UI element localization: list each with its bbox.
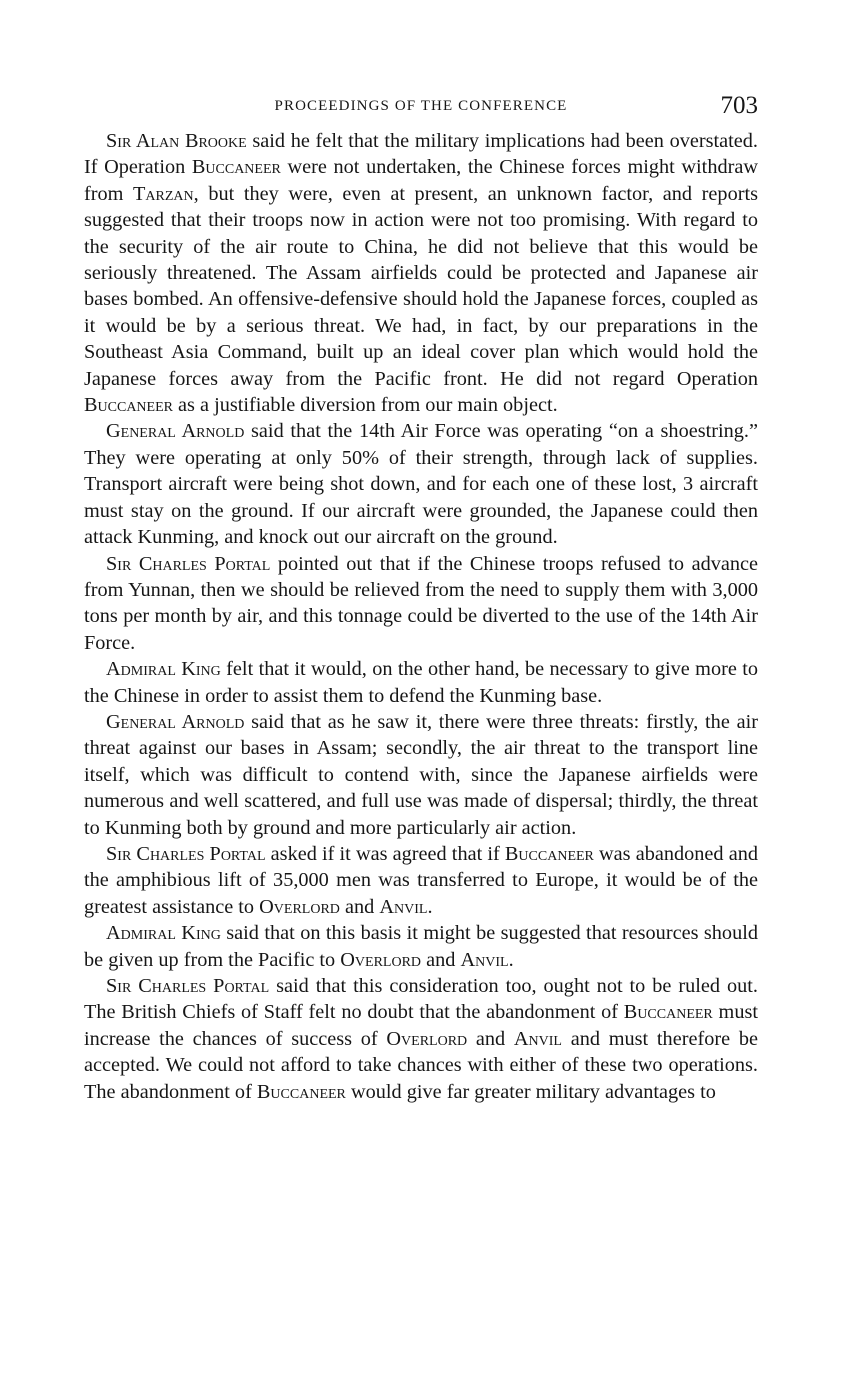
paragraph-text: said that on this basis it might be suggested that resources should be given up from the Pacific to bbox=[84, 922, 758, 971]
speaker-name: General Arnold bbox=[106, 420, 245, 443]
paragraph-text: and bbox=[467, 1027, 514, 1050]
speaker-name: Sir Charles Portal bbox=[106, 552, 271, 575]
paragraph bbox=[84, 920, 758, 973]
operation-codename: Anvil bbox=[379, 895, 428, 918]
paragraph-text: as a justifiable diversion from our main object. bbox=[172, 394, 558, 417]
speaker-name: Admiral King bbox=[106, 658, 221, 681]
paragraph-text: was abandoned and the amphibious lift of 35,000 men was transferred to Europe, it would be of the greatest assistance to bbox=[84, 842, 758, 918]
paragraph-text: . bbox=[508, 948, 514, 971]
operation-codename: Buccaneer bbox=[256, 1080, 346, 1103]
paragraph-text: said that as he saw it, there were three threats: firstly, the air threat against our bases in Assam; secondly, the air threat to the transport line itself, which was difficult to contend with, since the Japanese airfields were numerous and well scattered, and full use was made of dispersal; thirdly, the threat to Kunming both by ground and more particularly air action. bbox=[84, 710, 758, 839]
page-number: 703 bbox=[720, 92, 758, 119]
operation-codename: Overlord bbox=[386, 1027, 468, 1050]
paragraph bbox=[84, 128, 758, 418]
paragraph-text: were not undertaken, the Chinese forces might withdraw from bbox=[84, 156, 758, 205]
paragraph-text: would give far greater military advantages to bbox=[345, 1080, 716, 1103]
running-title: PROCEEDINGS OF THE CONFERENCE bbox=[274, 98, 568, 114]
body-text bbox=[84, 128, 758, 1105]
paragraph bbox=[84, 973, 758, 1105]
paragraph-text: and must therefore be accepted. We could not afford to take chances with either of these two operations. The abandonment of bbox=[84, 1027, 758, 1103]
paragraph bbox=[84, 418, 758, 550]
paragraph bbox=[84, 551, 758, 657]
operation-codename: Anvil bbox=[513, 1027, 562, 1050]
paragraph-text: said he felt that the military implications had been overstated. If Operation bbox=[84, 130, 758, 179]
paragraph-text: and bbox=[421, 948, 461, 971]
operation-codename: Buccaneer bbox=[504, 842, 594, 865]
paragraph-text: asked if it was agreed that if bbox=[265, 842, 505, 865]
running-header bbox=[84, 92, 758, 128]
paragraph-text: . bbox=[427, 895, 433, 918]
paragraph-text: said that this consideration too, ought not to be ruled out. The British Chiefs of Staff felt no doubt that the abandonment of bbox=[84, 975, 758, 1024]
speaker-name: Admiral King bbox=[106, 922, 221, 945]
operation-codename: Buccaneer bbox=[191, 156, 281, 179]
paragraph bbox=[84, 656, 758, 709]
paragraph-text: must increase the chances of success of bbox=[84, 1001, 758, 1050]
paragraph-text: , but they were, even at present, an unknown factor, and reports suggested that their troops now in action were not too promising. With regard to the security of the air route to China, he did not believe that this would be seriously threatened. The Assam airfields could be protected and Japanese air bases bombed. An offensive-defensive should hold the Japanese forces, coupled as it would be by a serious threat. We had, in fact, by our preparations in the Southeast Asia Command, built up an ideal cover plan which would hold the Japanese forces away from the Pacific front. He did not regard Operation bbox=[84, 182, 758, 390]
operation-codename: Tarzan bbox=[133, 182, 194, 205]
operation-codename: Buccaneer bbox=[84, 394, 173, 417]
operation-codename: Buccaneer bbox=[623, 1001, 713, 1024]
operation-codename: Anvil bbox=[460, 948, 509, 971]
paragraph bbox=[84, 841, 758, 920]
paragraph-text: and bbox=[339, 895, 380, 918]
paragraph bbox=[84, 709, 758, 841]
paragraph-text: pointed out that if the Chinese troops refused to advance from Yunnan, then we should be relieved from the need to supply them with 3,000 tons per month by air, and this tonnage could be diverted to the use of the 14th Air Force. bbox=[84, 552, 758, 654]
speaker-name: Sir Charles Portal bbox=[106, 975, 270, 997]
paragraph-text: said that the 14th Air Force was operating “on a shoestring.” They were operating at only 50% of their strength, through lack of supplies. Transport aircraft were being shot down, and for each one of these lost, 3 aircraft must stay on the ground. If our aircraft were grounded, the Japanese could then attack Kunming, and knock out our aircraft on the ground. bbox=[84, 420, 758, 549]
speaker-name: General Arnold bbox=[106, 710, 245, 733]
speaker-name: Sir Alan Brooke bbox=[106, 130, 247, 152]
paragraph-text: felt that it would, on the other hand, be necessary to give more to the Chinese in order to assist them to defend the Kunming base. bbox=[84, 658, 758, 707]
speaker-name: Sir Charles Portal bbox=[106, 842, 266, 865]
operation-codename: Overlord bbox=[259, 895, 340, 918]
document-page bbox=[84, 92, 758, 1105]
operation-codename: Overlord bbox=[340, 948, 422, 971]
